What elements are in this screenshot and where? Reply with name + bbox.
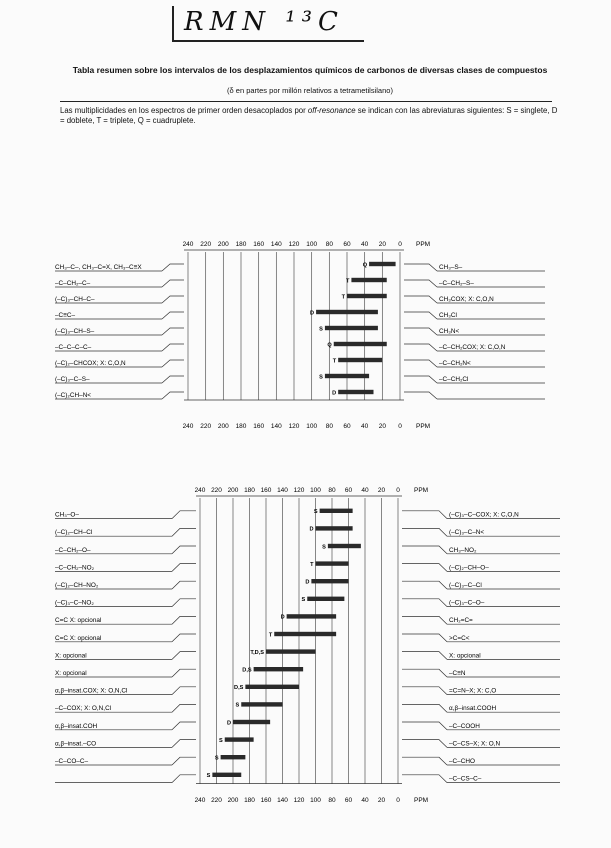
connector-right (402, 599, 447, 607)
connector-right (402, 722, 447, 730)
tick-label-top: 40 (361, 487, 369, 494)
tick-label-top: 60 (343, 241, 351, 248)
tick-label-top: 100 (310, 487, 321, 494)
axis-unit-top: PPM (416, 241, 431, 248)
row-label-right: CH₃N< (439, 328, 460, 335)
range-bar (369, 262, 396, 266)
multiplicity-label: S (206, 773, 211, 780)
connector-right (402, 757, 447, 765)
multiplicity-label: Q (362, 262, 368, 269)
multiplicity-label: S (313, 509, 318, 516)
connector-right (402, 511, 447, 519)
range-bar (274, 632, 336, 636)
connector-left (172, 599, 196, 607)
row-label-left: –C–CH₂–NO₂ (55, 564, 95, 572)
multiplicity-label: S (219, 737, 223, 744)
multiplicity-label: D (226, 720, 231, 727)
handwritten-title-text: RMN ¹³C (184, 7, 344, 37)
tick-label-bottom: 140 (277, 797, 288, 804)
tick-label-top: 60 (344, 487, 353, 494)
tick-label-top: 180 (235, 241, 247, 248)
row-label-left: (–C)₃–CH–C– (55, 296, 95, 303)
tick-label-bottom: 40 (361, 797, 369, 804)
range-bar (351, 278, 386, 282)
tick-label-bottom: 180 (235, 423, 247, 430)
connector-left (162, 360, 184, 367)
row-label-left: α,β–insat.COH (55, 722, 98, 730)
row-label-right: (–C)₃–C–O– (449, 599, 485, 607)
tick-label-bottom: 40 (361, 423, 369, 430)
tick-label-top: 240 (182, 241, 194, 248)
tick-label-top: 20 (378, 241, 386, 248)
connector-right (402, 669, 447, 677)
row-label-right: X: opcional (449, 652, 481, 660)
multiplicity-label: T (345, 278, 350, 285)
range-bar (338, 390, 373, 394)
tick-label-top: 160 (253, 241, 265, 248)
range-bar (225, 737, 254, 741)
connector-left (162, 280, 184, 287)
range-bar (316, 561, 349, 565)
row-label-left: –C≡C– (55, 312, 76, 319)
tick-label-bottom: 160 (253, 423, 265, 430)
connector-left (162, 296, 184, 303)
multiplicity-label: S (214, 755, 219, 762)
row-label-right: α,β–insat.COOH (449, 705, 497, 713)
range-bar (325, 326, 378, 330)
tick-label-top: 80 (328, 487, 336, 494)
tick-label-bottom: 240 (182, 423, 194, 430)
connector-right (402, 775, 447, 783)
connector-right (404, 312, 437, 319)
connector-left (162, 312, 184, 319)
tick-label-top: 120 (293, 487, 305, 494)
range-bar (325, 374, 369, 378)
row-label-right: CH₂=C= (449, 617, 473, 625)
range-bar (338, 358, 382, 362)
tick-label-bottom: 220 (200, 423, 212, 430)
row-label-right: –C–CH₂–S– (439, 280, 474, 287)
row-label-right: (–C)₃–C–N< (449, 529, 485, 537)
row-label-right: (–C)₂–CH–O– (449, 564, 489, 572)
tick-label-top: 240 (194, 487, 206, 494)
connector-left (172, 669, 196, 677)
tick-label-bottom: 100 (306, 423, 318, 430)
row-label-right: –C–CH₂Cl (439, 376, 469, 383)
tick-label-top: 0 (398, 241, 402, 248)
connector-left (162, 264, 184, 271)
range-bar (316, 526, 353, 530)
connector-right (402, 740, 447, 748)
multiplicity-label: D,S (234, 685, 244, 692)
range-bar (241, 702, 282, 706)
tick-label-top: 140 (277, 487, 288, 494)
intro-italic: off-resonance (307, 106, 356, 115)
connector-left (172, 564, 196, 572)
chart-1 (55, 241, 545, 430)
row-label-right: =C=N–X; X: C,O (449, 687, 497, 695)
multiplicity-label: T (332, 358, 337, 365)
tick-label-top: 120 (288, 241, 300, 248)
multiplicity-label: T (341, 294, 345, 301)
row-label-left: (–C)₃–C–NO₂ (55, 599, 94, 607)
multiplicity-label: D (305, 579, 310, 586)
row-label-left: CH₃–C–, CH₃–C=X, CH₃–C≡X (55, 264, 142, 271)
range-bar (311, 579, 348, 583)
row-label-left: (–C)₃–C–S– (55, 376, 90, 383)
tick-label-bottom: 200 (217, 423, 229, 430)
tick-label-top: 40 (361, 241, 369, 248)
multiplicity-label: D (332, 390, 337, 397)
connector-left (162, 344, 184, 351)
multiplicity-label: S (322, 544, 326, 551)
connector-left (172, 704, 196, 712)
page-subtitle: (δ en partes por millón relativos a tetrametilsilano) (227, 86, 393, 95)
connector-left (172, 740, 196, 748)
connector-right (404, 264, 437, 271)
tick-label-bottom: 140 (270, 423, 282, 430)
row-label-left: C=C X: opcional (55, 617, 102, 625)
row-label-right: CH₃–S– (439, 264, 463, 271)
row-label-right: –C≡N (449, 670, 466, 677)
row-label-left: (–C)₂–CH–NO₂ (55, 582, 99, 589)
connector-left (172, 775, 196, 783)
connector-left (172, 757, 196, 765)
connector-right (404, 392, 437, 399)
row-label-left: (–C)₃–CH–S– (55, 328, 95, 335)
connector-left (172, 652, 196, 660)
range-bar (266, 649, 316, 653)
tick-label-bottom: 60 (343, 423, 351, 430)
intro-pre: Las multiplicidades en los espectros de primer orden desacoplados por (60, 106, 308, 115)
tick-label-bottom: 180 (244, 797, 255, 804)
row-label-left: CH₃–O– (55, 511, 79, 519)
connector-right (402, 581, 447, 589)
axis-unit-bottom: PPM (416, 423, 431, 430)
row-label-right: –C–CH₂COX; X: C,O,N (439, 344, 506, 351)
connector-right (404, 280, 437, 287)
tick-label-bottom: 240 (194, 797, 206, 804)
tick-label-top: 0 (396, 487, 400, 494)
range-bar (320, 509, 353, 513)
range-bar (233, 720, 270, 724)
row-label-right: CH₃–NO₂ (449, 546, 477, 554)
connector-left (172, 634, 196, 642)
multiplicity-label: T (310, 561, 314, 568)
multiplicity-label: S (319, 374, 323, 381)
connector-left (172, 546, 196, 554)
range-bar (316, 310, 378, 314)
connector-left (162, 392, 184, 399)
connector-right (402, 704, 447, 712)
connector-left (172, 687, 196, 695)
axis-unit-bottom: PPM (414, 797, 429, 804)
row-label-left: X: opcional (55, 670, 87, 677)
tick-label-top: 100 (306, 241, 318, 248)
row-label-left: (–C)₂CH–N< (55, 392, 92, 399)
row-label-left: (–C)₂–CHCOX; X: C,O,N (55, 360, 126, 367)
connector-right (404, 376, 437, 383)
range-bar (307, 597, 344, 601)
multiplicity-label: T (268, 632, 273, 639)
connector-right (404, 328, 437, 335)
multiplicity-label: S (319, 326, 323, 333)
axis-unit-top: PPM (414, 487, 429, 494)
tick-label-top: 220 (211, 487, 222, 494)
row-label-right: –C–CH₂N< (439, 360, 471, 367)
connector-left (172, 722, 196, 730)
row-label-right: (–C)₃–C–COX; X: C,O,N (449, 511, 519, 519)
tick-label-bottom: 80 (325, 423, 333, 430)
connector-right (404, 344, 437, 351)
range-bar (328, 544, 361, 548)
connector-right (402, 528, 447, 536)
range-bar (334, 342, 387, 346)
row-label-left: (–C)₂–CH–Cl (55, 529, 93, 537)
connector-right (404, 296, 437, 303)
range-bar (254, 667, 304, 671)
row-label-left: –C–CH₂–C– (55, 280, 91, 287)
range-bar (221, 755, 246, 759)
tick-label-bottom: 0 (398, 423, 402, 430)
multiplicity-label: D (310, 310, 315, 317)
connector-right (402, 652, 447, 660)
row-label-left: –C–COX; X: O,N,Cl (55, 705, 112, 713)
tick-label-bottom: 20 (377, 797, 386, 804)
tick-label-bottom: 80 (328, 797, 336, 804)
tick-label-top: 20 (377, 487, 386, 494)
tick-label-bottom: 20 (378, 423, 386, 430)
row-label-left: –C–CH₂–O– (55, 546, 91, 554)
connector-left (172, 616, 196, 624)
multiplicity-label: S (301, 597, 306, 604)
row-label-right: –C–COOH (449, 722, 480, 730)
multiplicity-label: D,S (242, 667, 252, 674)
tick-label-top: 200 (227, 487, 239, 494)
row-label-right: –C–CS–X; X: O,N (449, 740, 501, 748)
tick-label-top: 80 (325, 241, 333, 248)
chart-2 (55, 487, 560, 804)
tick-label-bottom: 120 (293, 797, 305, 804)
tick-label-bottom: 200 (227, 797, 239, 804)
tick-label-top: 180 (244, 487, 255, 494)
page-title: Tabla resumen sobre los intervalos de los desplazamientos químicos de carbonos de diversas clases de compuestos (72, 65, 548, 75)
row-label-left: α,β–insat.COX; X: O,N,Cl (55, 687, 128, 695)
range-bar (212, 773, 241, 777)
tick-label-top: 220 (200, 241, 212, 248)
row-label-right: >C=C< (449, 634, 470, 642)
connector-right (402, 687, 447, 695)
tick-label-bottom: 0 (396, 797, 400, 804)
connector-left (172, 581, 196, 589)
tick-label-top: 160 (260, 487, 272, 494)
connector-right (402, 616, 447, 624)
row-label-left: α,β–insat.–CO (55, 740, 97, 748)
row-label-left: C=C X: opcional (55, 634, 102, 642)
row-label-right: CH₃COX; X: C,O,N (439, 296, 494, 303)
multiplicity-label: S (235, 702, 240, 709)
tick-label-bottom: 60 (344, 797, 353, 804)
connector-right (402, 564, 447, 572)
row-label-right: (–C)₃–C–Cl (449, 582, 482, 589)
connector-right (402, 634, 447, 642)
row-label-left: X: opcional (55, 652, 87, 660)
tick-label-bottom: 100 (310, 797, 321, 804)
connector-left (162, 328, 184, 335)
range-bar (347, 294, 387, 298)
connector-right (402, 546, 447, 554)
row-label-right: CH₃Cl (439, 312, 457, 319)
tick-label-bottom: 160 (260, 797, 272, 804)
multiplicity-label: Q (327, 342, 332, 349)
connector-right (404, 360, 437, 367)
tick-label-top: 200 (217, 241, 229, 248)
tick-label-bottom: 120 (288, 423, 300, 430)
range-bar (245, 685, 299, 689)
intro-post: se indican con las abreviaturas siguientes: S = singlete, D = doblete, T = triplete, Q = cuadruplete. (60, 106, 558, 125)
row-label-left: –C–CO–C– (55, 758, 89, 765)
row-label-right: –C–CHO (449, 758, 475, 765)
connector-left (162, 376, 184, 383)
row-label-left: –C–C–C–C– (55, 344, 92, 351)
row-label-right: –C–CS–C– (449, 775, 482, 783)
multiplicity-label: T,D,S (250, 649, 264, 656)
tick-label-bottom: 220 (211, 797, 222, 804)
range-bar (287, 614, 337, 618)
multiplicity-label: D (280, 614, 285, 621)
connector-left (172, 528, 196, 536)
tick-label-top: 140 (270, 241, 282, 248)
multiplicity-label: D (309, 526, 314, 533)
connector-left (172, 511, 196, 519)
